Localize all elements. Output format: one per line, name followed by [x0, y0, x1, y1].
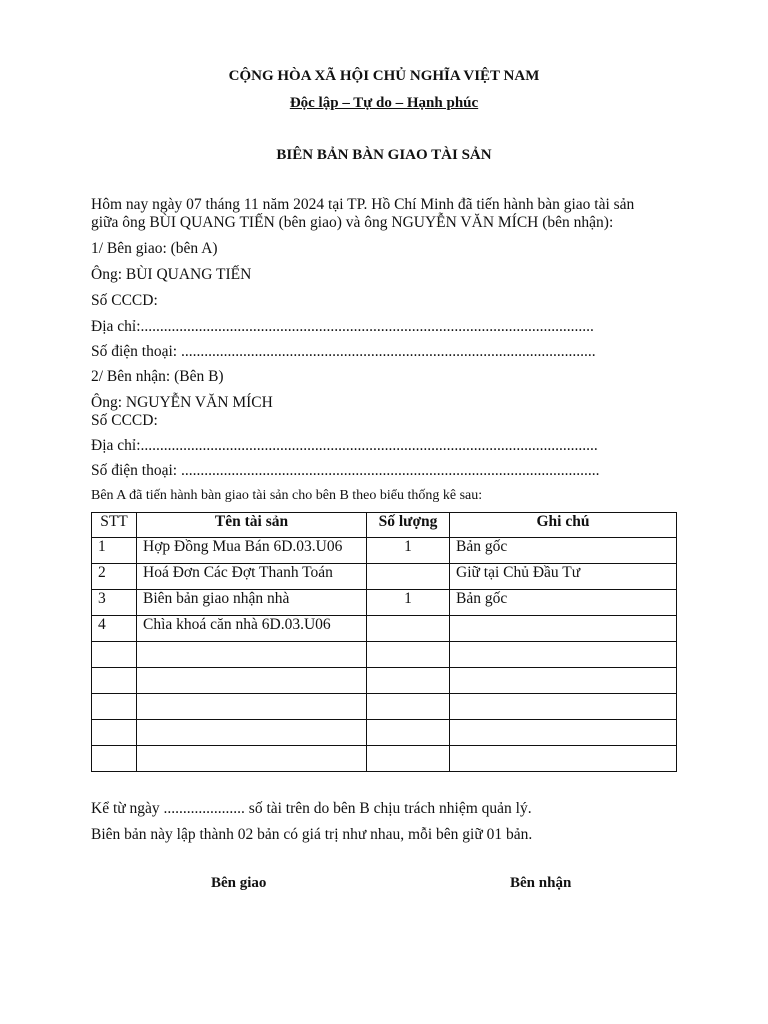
table-row: [92, 616, 677, 642]
cell-quantity: [367, 642, 450, 668]
party-b-address: Địa chỉ:......................................................................................................................: [91, 437, 598, 454]
party-a-address: Địa chỉ:.....................................................................................................................: [91, 318, 594, 335]
cell-asset-name: Hợp Đồng Mua Bán 6D.03.U06: [137, 538, 367, 564]
party-b-name: Ông: NGUYỄN VĂN MÍCH: [91, 394, 273, 411]
cell-asset-name: [137, 642, 367, 668]
header-stt: STT: [92, 513, 137, 538]
cell-quantity: [367, 616, 450, 642]
document-title: BIÊN BẢN BÀN GIAO TÀI SẢN: [276, 147, 492, 163]
motto: Độc lập – Tự do – Hạnh phúc: [289, 95, 479, 111]
cell-note: [450, 668, 677, 694]
cell-asset-name: [137, 746, 367, 772]
cell-quantity: 1: [367, 590, 450, 616]
party-b-heading: 2/ Bên nhận: (Bên B): [91, 368, 224, 385]
cell-stt: [92, 642, 137, 668]
cell-stt: 4: [92, 616, 137, 642]
intro-line-1: Hôm nay ngày 07 tháng 11 năm 2024 tại TP. Hồ Chí Minh đã tiến hành bàn giao tài sản: [91, 196, 635, 213]
cell-note: Giữ tại Chủ Đầu Tư: [450, 564, 677, 590]
table-header-row: [92, 513, 677, 538]
signature-receiver: Bên nhận: [510, 875, 572, 891]
cell-asset-name: Chìa khoá căn nhà 6D.03.U06: [137, 616, 367, 642]
asset-table: [91, 512, 677, 772]
cell-quantity: [367, 694, 450, 720]
header-quantity: Số lượng: [367, 513, 450, 538]
cell-asset-name: [137, 720, 367, 746]
cell-stt: [92, 720, 137, 746]
cell-asset-name: Biên bản giao nhận nhà: [137, 590, 367, 616]
table-row: [92, 668, 677, 694]
footer-line-1: Kể từ ngày ..................... số tài trên do bên B chịu trách nhiệm quản lý.: [91, 800, 532, 817]
cell-note: [450, 694, 677, 720]
party-a-id: Số CCCD:: [91, 292, 158, 309]
cell-stt: [92, 746, 137, 772]
cell-asset-name: Hoá Đơn Các Đợt Thanh Toán: [137, 564, 367, 590]
cell-stt: 2: [92, 564, 137, 590]
party-a-phone: Số điện thoại: ...........................................................................................................: [91, 343, 596, 360]
signature-giver: Bên giao: [211, 875, 267, 891]
party-a-name: Ông: BÙI QUANG TIẾN: [91, 266, 252, 283]
cell-quantity: [367, 564, 450, 590]
table-intro: Bên A đã tiến hành bàn giao tài sản cho bên B theo biểu thống kê sau:: [91, 488, 483, 503]
cell-stt: [92, 668, 137, 694]
nation-heading: CỘNG HÒA XÃ HỘI CHỦ NGHĨA VIỆT NAM: [228, 68, 540, 84]
cell-quantity: [367, 720, 450, 746]
intro-line-2: giữa ông BÙI QUANG TIẾN (bên giao) và ông NGUYỄN VĂN MÍCH (bên nhận):: [91, 214, 614, 231]
cell-note: Bản gốc: [450, 590, 677, 616]
party-a-heading: 1/ Bên giao: (bên A): [91, 240, 218, 257]
table-row: [92, 564, 677, 590]
table-row: [92, 538, 677, 564]
table-row: [92, 642, 677, 668]
cell-note: [450, 642, 677, 668]
cell-quantity: [367, 746, 450, 772]
party-b-id: Số CCCD:: [91, 412, 158, 429]
cell-asset-name: [137, 668, 367, 694]
table-row: [92, 694, 677, 720]
header-note: Ghi chú: [450, 513, 677, 538]
footer-line-2: Biên bản này lập thành 02 bản có giá trị như nhau, mỗi bên giữ 01 bản.: [91, 826, 533, 843]
cell-note: Bản gốc: [450, 538, 677, 564]
cell-stt: 3: [92, 590, 137, 616]
cell-asset-name: [137, 694, 367, 720]
cell-note: [450, 616, 677, 642]
party-b-phone: Số điện thoại: ............................................................................................................: [91, 462, 600, 479]
cell-stt: 1: [92, 538, 137, 564]
table-row: [92, 746, 677, 772]
header-asset-name: Tên tài sản: [137, 513, 367, 538]
table-row: [92, 720, 677, 746]
cell-stt: [92, 694, 137, 720]
cell-quantity: 1: [367, 538, 450, 564]
cell-quantity: [367, 668, 450, 694]
cell-note: [450, 746, 677, 772]
table-row: [92, 590, 677, 616]
cell-note: [450, 720, 677, 746]
